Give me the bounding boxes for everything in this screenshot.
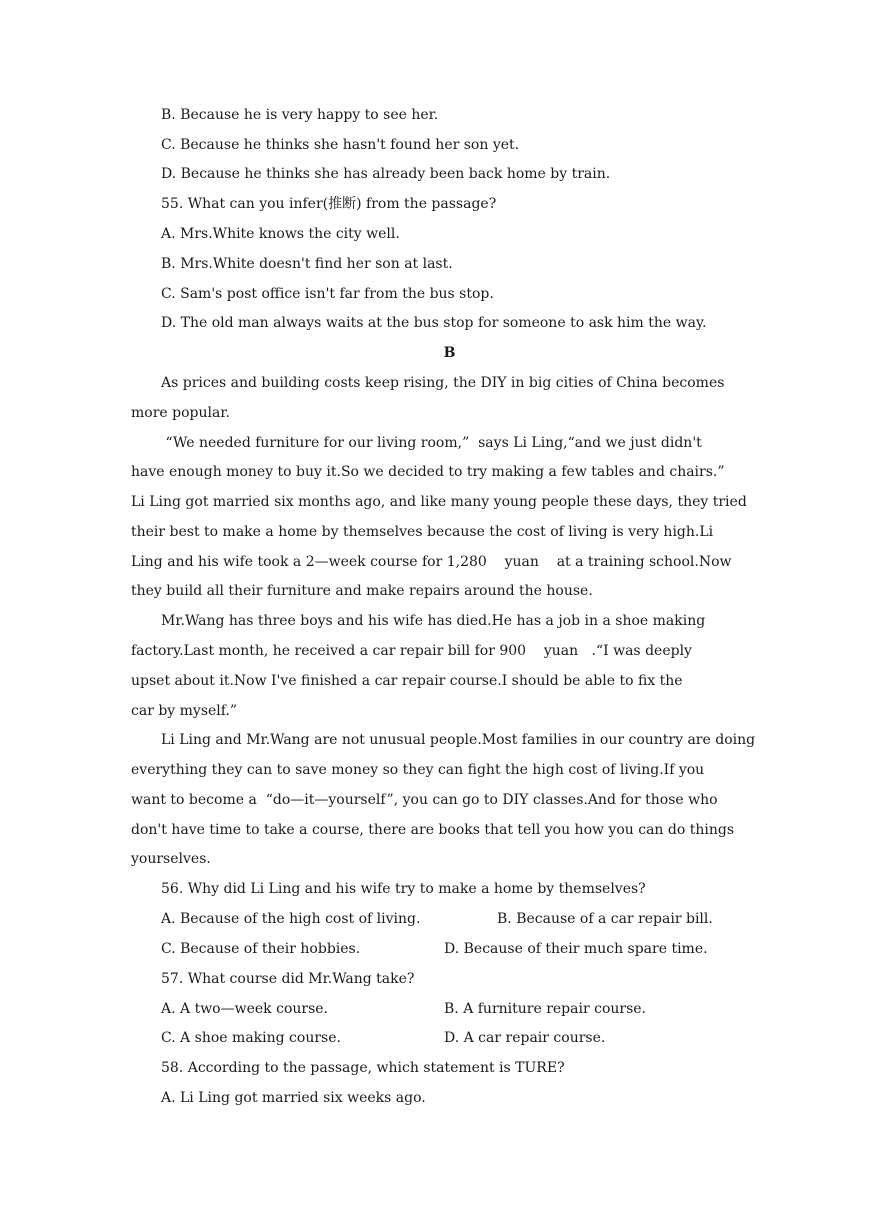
q55-option-a: A. Mrs.White knows the city well. bbox=[161, 226, 400, 242]
q55-option-d: D. The old man always waits at the bus stop for someone to ask him the way. bbox=[161, 315, 707, 331]
passage-line: want to become a “do—it—yourself”, you can go to DIY classes.And for those who bbox=[131, 792, 718, 808]
passage-line: factory.Last month, he received a car repair bill for 900 yuan .“I was deeply bbox=[131, 643, 692, 659]
q56-option-a: A. Because of the high cost of living. bbox=[161, 911, 421, 927]
q54-option-d: D. Because he thinks she has already been back home by train. bbox=[161, 166, 611, 182]
q56-question: 56. Why did Li Ling and his wife try to make a home by themselves? bbox=[161, 881, 646, 897]
passage-line: Mr.Wang has three boys and his wife has died.He has a job in a shoe making bbox=[161, 613, 706, 629]
q56-option-c: C. Because of their hobbies. bbox=[161, 941, 361, 957]
passage-line: As prices and building costs keep rising, the DIY in big cities of China becomes bbox=[161, 375, 725, 391]
q57-question: 57. What course did Mr.Wang take? bbox=[161, 971, 415, 987]
passage-line: Ling and his wife took a 2—week course for 1,280 yuan at a training school.Now bbox=[131, 554, 732, 570]
passage-line: have enough money to buy it.So we decided to try making a few tables and chairs.” bbox=[131, 464, 725, 480]
passage-line: “We needed furniture for our living room,” says Li Ling,“and we just didn't bbox=[161, 435, 702, 451]
q56-option-b: B. Because of a car repair bill. bbox=[497, 911, 713, 927]
q57-option-a: A. A two—week course. bbox=[161, 1001, 328, 1017]
passage-line: yourselves. bbox=[131, 851, 211, 867]
passage-line: car by myself.” bbox=[131, 703, 238, 719]
passage-line: Li Ling and Mr.Wang are not unusual people.Most families in our country are doing bbox=[161, 732, 756, 748]
passage-line: upset about it.Now I've finished a car repair course.I should be able to fix the bbox=[131, 673, 683, 689]
q54-option-c: C. Because he thinks she hasn't found her son yet. bbox=[161, 137, 520, 153]
q56-option-d: D. Because of their much spare time. bbox=[444, 941, 708, 957]
q57-option-d: D. A car repair course. bbox=[444, 1030, 606, 1046]
q58-option-a: A. Li Ling got married six weeks ago. bbox=[161, 1090, 426, 1106]
q55-option-b: B. Mrs.White doesn't find her son at last. bbox=[161, 256, 453, 272]
passage-line: they build all their furniture and make repairs around the house. bbox=[131, 583, 593, 599]
q54-option-b: B. Because he is very happy to see her. bbox=[161, 107, 439, 123]
q55-question: 55. What can you infer(推断) from the passage? bbox=[161, 196, 497, 212]
passage-line: everything they can to save money so they can fight the high cost of living.If you bbox=[131, 762, 705, 778]
passage-line: don't have time to take a course, there are books that tell you how you can do things bbox=[131, 822, 735, 838]
passage-line: Li Ling got married six months ago, and like many young people these days, they tried bbox=[131, 494, 747, 510]
passage-line: more popular. bbox=[131, 405, 230, 421]
passage-line: their best to make a home by themselves because the cost of living is very high.Li bbox=[131, 524, 714, 540]
q58-question: 58. According to the passage, which statement is TURE? bbox=[161, 1060, 565, 1076]
q57-option-c: C. A shoe making course. bbox=[161, 1030, 341, 1046]
q55-option-c: C. Sam's post office isn't far from the bus stop. bbox=[161, 286, 494, 302]
section-heading: B bbox=[443, 345, 456, 361]
q57-option-b: B. A furniture repair course. bbox=[444, 1001, 647, 1017]
